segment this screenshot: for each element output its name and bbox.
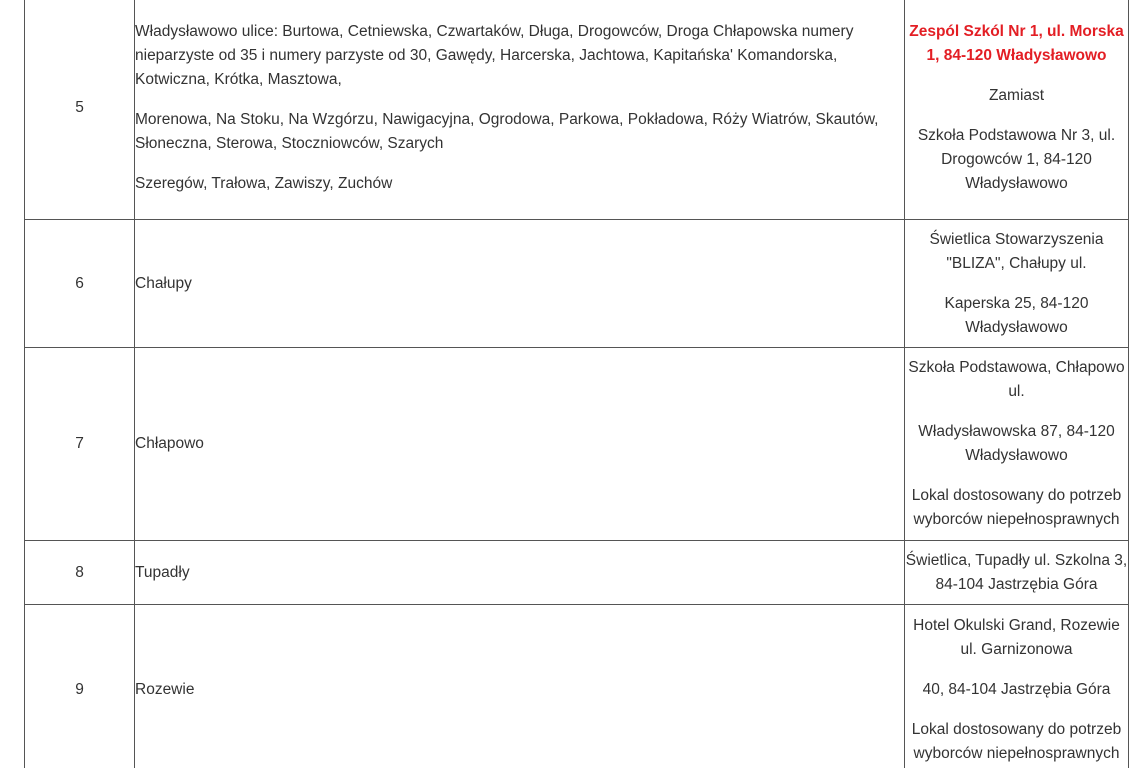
district-number: 6 <box>25 220 135 348</box>
district-streets: Rozewie <box>135 605 905 768</box>
district-number: 8 <box>25 541 135 605</box>
district-streets: Chłapowo <box>135 348 905 541</box>
table-row <box>25 0 1129 220</box>
polling-place <box>905 605 1129 768</box>
streets-paragraph: Morenowa, Na Stoku, Na Wzgórzu, Nawigacyjna, Ogrodowa, Parkowa, Pokładowa, Róży Wiatrów, Skautów, Słoneczna, Sterowa, Stoczniowców, Szarych <box>135 111 879 152</box>
new-polling-place-address: Zespól Szkól Nr 1, ul. Morska 1, 84-120 Władysławowo <box>909 23 1124 64</box>
table-row <box>25 541 1129 605</box>
accessibility-note: Lokal dostosowany do potrzeb wyborców niepełnosprawnych <box>911 487 1122 528</box>
district-number: 7 <box>25 348 135 541</box>
district-number: 5 <box>25 0 135 220</box>
table-row <box>25 348 1129 541</box>
replacement-note: Zamiast <box>988 87 1045 104</box>
polling-place-name: Świetlica, Tupadły ul. Szkolna 3, 84-104 Jastrzębia Góra <box>905 551 1128 593</box>
polling-place-name: Szkoła Podstawowa, Chłapowo ul. <box>908 359 1125 400</box>
polling-place-name: Hotel Okulski Grand, Rozewie ul. Garnizonowa <box>913 616 1120 658</box>
polling-place <box>905 220 1129 348</box>
polling-place-address: Kaperska 25, 84-120 Władysławowo <box>944 294 1089 336</box>
polling-place-address: Władysławowska 87, 84-120 Władysławowo <box>918 423 1115 464</box>
district-streets: Tupadły <box>135 541 905 605</box>
streets-paragraph: Szeregów, Trałowa, Zawiszy, Zuchów <box>135 175 393 192</box>
polling-place <box>905 348 1129 541</box>
previous-polling-place-address: Szkoła Podstawowa Nr 3, ul. Drogowców 1, 84-120 Władysławowo <box>917 127 1116 192</box>
polling-place <box>905 541 1129 605</box>
streets-paragraph: Władysławowo ulice: Burtowa, Cetniewska, Czwartaków, Długa, Drogowców, Droga Chłapowska numery nieparzyste od 35 i numery parzyste od 30, Gawędy, Harcerska, Jachtowa, Kapitańska' Komandorska, Kotwiczna, Krótka, Masztowa, <box>135 23 854 88</box>
polling-districts-table <box>24 0 1129 768</box>
polling-place-name: Świetlica Stowarzyszenia "BLIZA", Chałupy ul. <box>929 230 1104 272</box>
accessibility-note: Lokal dostosowany do potrzeb wyborców niepełnosprawnych <box>911 720 1122 762</box>
table-row <box>25 220 1129 348</box>
district-streets <box>135 0 905 220</box>
district-streets: Chałupy <box>135 220 905 348</box>
polling-place <box>905 0 1129 220</box>
polling-place-address: 40, 84-104 Jastrzębia Góra <box>922 680 1111 698</box>
table-row <box>25 605 1129 768</box>
district-number: 9 <box>25 605 135 768</box>
